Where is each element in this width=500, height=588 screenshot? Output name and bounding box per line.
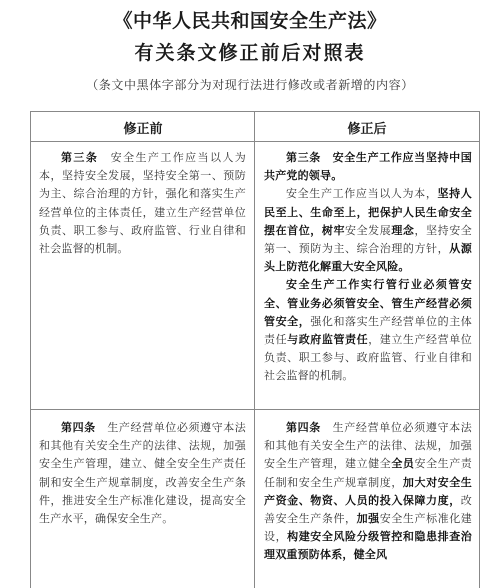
- article-4-after: [264, 419, 472, 565]
- amended-text: 加大对安全生产资金、物资、人员的投入保障力度，: [264, 475, 473, 507]
- amended-text: 安全生产工作实行管行业必须管安全、管业务必须管安全、管生产经营必须管安全，: [264, 278, 472, 328]
- clause-paragraph: [264, 149, 472, 185]
- row-divider: [31, 409, 479, 410]
- bold-text-note: （条文中黑体字部分为对现行法进行修改或者新增的内容）: [86, 78, 414, 92]
- original-text: 生产经营单位必须遵守本法和其他有关安全生产的法律、法规，加强安全生产管理，建立健全: [264, 421, 472, 471]
- amended-text: 坚持人民至上、生命至上，把保护人民生命安全摆在首位，树牢: [264, 187, 472, 237]
- article-3-after: [264, 149, 472, 386]
- column-header-before: 修正前: [123, 122, 163, 137]
- original-text: 安全生产工作应当以人为本，坚持安全发展，坚持安全第一、预防为主、综合治理的方针，强化和落实生产经营单位的主体责任，建立生产经营单位负责、职工参与、政府监管、行业自律和社会监督的机制。: [39, 151, 246, 256]
- original-text: 安全生产工作应当以人为本，: [286, 187, 438, 201]
- original-text: 改善安全生产条件，: [264, 493, 472, 526]
- comparison-table: [30, 111, 480, 588]
- clause-paragraph: [39, 149, 246, 258]
- original-text: 生产经营单位必须遵守本法和其他有关安全生产的法律、法规，加强安全生产管理，建立、健全安全生产责任制和安全生产规章制度，改善安全生产条件，推进安全生产标准化建设，提高安全生产水平，确保安全生产。: [39, 421, 246, 526]
- document-subtitle: 有关条文修正前后对照表: [134, 42, 366, 64]
- clause-paragraph: [264, 276, 472, 385]
- document-title: 《中华人民共和国安全生产法》: [113, 10, 387, 32]
- original-text: 安全发展: [345, 223, 392, 237]
- amended-text: 加强: [356, 512, 380, 526]
- amended-text: 与政府监管责任: [287, 333, 369, 347]
- clause-paragraph: [39, 419, 246, 528]
- article-4-before: [39, 419, 246, 528]
- table-header: [31, 112, 479, 142]
- amended-text: 第四条: [61, 421, 96, 434]
- original-text: 安全生产责任制和安全生产规章制度，: [264, 457, 473, 489]
- original-text: 强化和落实生产经营单位的主体责任: [264, 314, 472, 347]
- original-text: 安全生产标准化建设，: [264, 512, 472, 544]
- column-header-after: 修正后: [347, 122, 387, 137]
- amended-text: 理念: [391, 223, 415, 237]
- clause-paragraph: [264, 185, 472, 276]
- original-text: ，建立生产经营单位负责、职工参与、政府监管、行业自律和社会监督的机制。: [264, 333, 472, 383]
- amended-text: 构建安全风险分级管控和隐患排查治理双重预防体系，健全风: [264, 530, 472, 562]
- original-text: ，坚持安全第一、预防为主、综合治理的方针，: [264, 223, 472, 256]
- amended-text: 第四条: [286, 421, 321, 434]
- clause-paragraph: [264, 419, 472, 565]
- amended-text: 第三条 安全生产工作应当坚持中国共产党的领导。: [264, 151, 472, 183]
- amended-text: 第三条: [61, 151, 99, 164]
- amended-text: 全员: [391, 457, 415, 471]
- article-3-before: [39, 149, 246, 258]
- amended-text: 从源头上防范化解重大安全风险。: [264, 242, 472, 274]
- column-divider: [254, 112, 255, 588]
